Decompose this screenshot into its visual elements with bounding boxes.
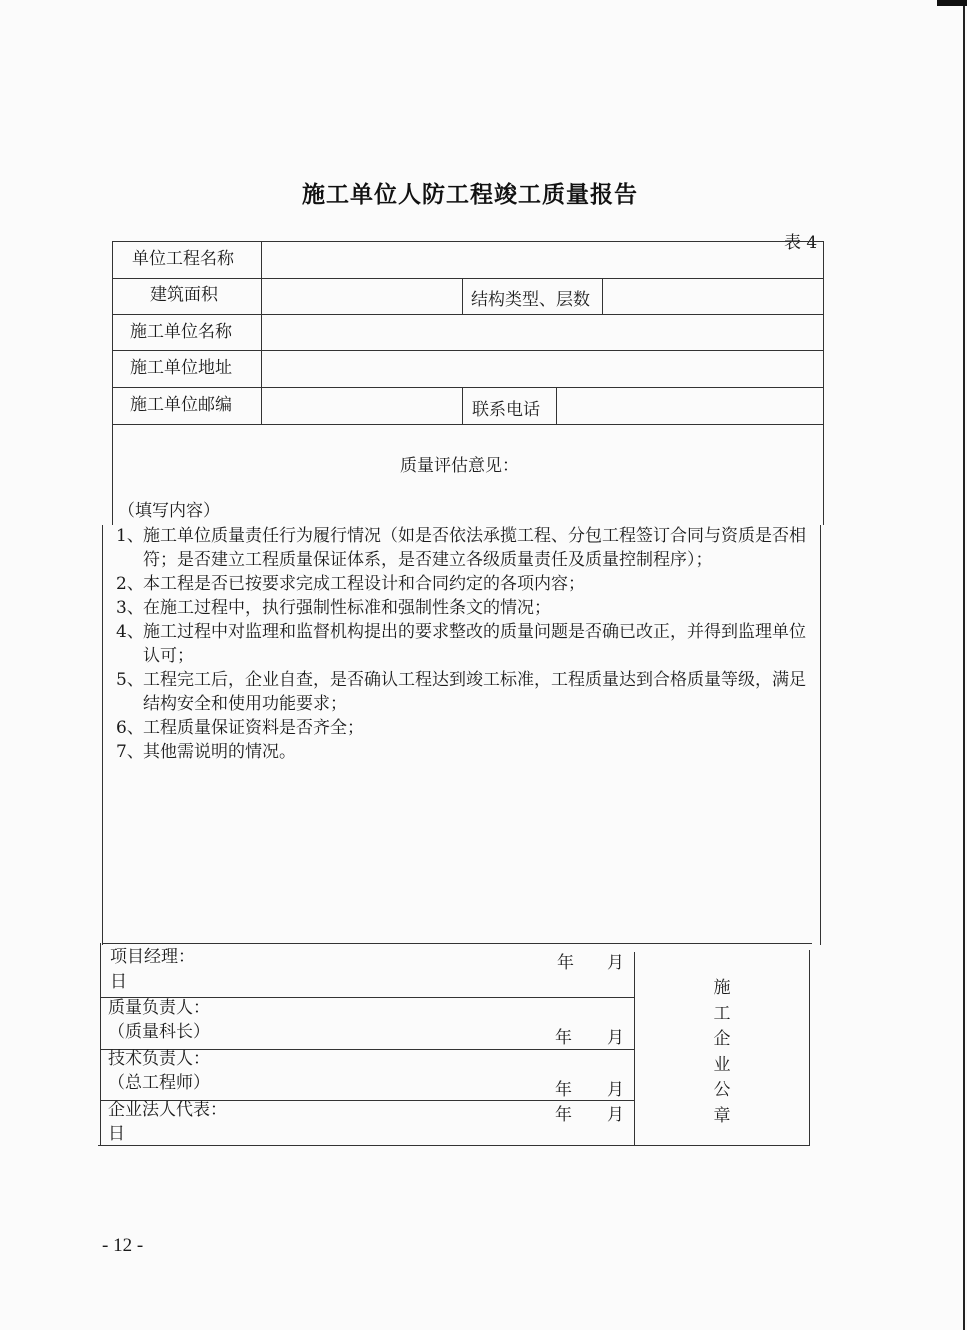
contractor-name-label: 施工单位名称 (130, 322, 232, 342)
scan-edge (963, 6, 965, 1330)
legal-rep-label: 企业法人代表： (108, 1100, 227, 1120)
item-number: 7、 (116, 742, 144, 762)
assessment-item (116, 572, 816, 596)
item-number: 5、 (116, 670, 144, 690)
col-divider (602, 278, 603, 314)
contractor-address-field[interactable] (270, 358, 815, 380)
project-manager-month: 月 (607, 953, 624, 973)
contractor-name-field[interactable] (270, 322, 815, 344)
legal-rep-month: 月 (607, 1105, 624, 1125)
seal-char: 章 (713, 1105, 731, 1126)
technical-lead-month: 月 (607, 1080, 624, 1100)
signature-table-left (100, 943, 101, 1145)
structure-label: 结构类型、层数 (471, 290, 590, 310)
col-divider (462, 387, 463, 425)
item-text: 施工过程中对监理和监督机构提出的要求整改的质量问题是否确已改正，并得到监理单位认可； (143, 622, 806, 666)
section-border-right (820, 525, 821, 945)
assessment-item (116, 596, 816, 620)
seal-char: 施 (713, 978, 731, 998)
signature-table-right (809, 950, 810, 1146)
row-divider (112, 350, 824, 351)
project-manager-day-label: 日 (110, 972, 127, 992)
row-divider (112, 278, 824, 279)
item-number: 2、 (116, 574, 144, 594)
page-title: 施工单位人防工程竣工质量报告 (302, 182, 638, 208)
section-border-left (112, 425, 113, 525)
item-text: 其他需说明的情况。 (143, 742, 296, 762)
technical-lead-title: （总工程师） (108, 1073, 210, 1093)
table-number: 表 4 (784, 233, 818, 253)
structure-field[interactable] (610, 285, 815, 307)
section-border-right (823, 425, 824, 525)
assessment-item (116, 620, 816, 668)
signature-table-top (102, 943, 812, 944)
col-divider (261, 241, 262, 425)
project-name-field[interactable] (270, 249, 815, 271)
assessment-heading: 质量评估意见： (400, 456, 519, 476)
assessment-item (116, 524, 816, 572)
item-number: 1、 (116, 526, 144, 546)
company-seal-label (712, 976, 732, 1129)
quality-lead-title: （质量科长） (108, 1022, 210, 1042)
item-text: 工程质量保证资料是否齐全； (143, 718, 364, 738)
contractor-address-label: 施工单位地址 (130, 358, 232, 378)
project-name-label: 单位工程名称 (132, 249, 234, 269)
project-manager-year: 年 (557, 953, 574, 973)
seal-column-divider (634, 952, 635, 1146)
legal-rep-year: 年 (555, 1105, 572, 1125)
section-border-left (102, 525, 103, 945)
assessment-item (116, 740, 816, 764)
page-number: - 12 - (102, 1235, 144, 1256)
quality-lead-month: 月 (607, 1028, 624, 1048)
seal-char: 企 (713, 1029, 731, 1049)
assessment-item (116, 716, 816, 740)
building-area-label: 建筑面积 (150, 285, 218, 305)
item-number: 4、 (116, 622, 144, 642)
building-area-field[interactable] (270, 285, 455, 307)
assessment-list (116, 524, 816, 764)
seal-char: 公 (713, 1080, 731, 1100)
signature-table-bottom (98, 1145, 810, 1146)
assessment-fill-hint: （填写内容） (118, 501, 220, 521)
seal-char: 业 (713, 1054, 731, 1075)
postcode-field[interactable] (270, 395, 455, 417)
row-divider (112, 387, 824, 388)
quality-lead-label: 质量负责人： (108, 998, 210, 1018)
technical-lead-label: 技术负责人： (108, 1049, 210, 1069)
item-text: 工程完工后，企业自查，是否确认工程达到竣工标准，工程质量达到合格质量等级，满足结构安全和使用功能要求； (143, 670, 806, 714)
item-text: 在施工过程中，执行强制性标准和强制性条文的情况； (143, 598, 551, 618)
postcode-label: 施工单位邮编 (130, 395, 232, 415)
item-number: 6、 (116, 718, 144, 738)
seal-char: 工 (713, 1003, 731, 1024)
phone-field[interactable] (564, 395, 814, 417)
row-divider (112, 314, 824, 315)
technical-lead-year: 年 (555, 1080, 572, 1100)
col-divider (556, 387, 557, 425)
item-text: 本工程是否已按要求完成工程设计和合同约定的各项内容； (143, 574, 585, 594)
quality-lead-year: 年 (555, 1028, 572, 1048)
assessment-item (116, 668, 816, 716)
item-text: 施工单位质量责任行为履行情况（如是否依法承揽工程、分包工程签订合同与资质是否相符；是否建立工程质量保证体系，是否建立各级质量责任及质量控制程序）； (143, 526, 806, 570)
col-divider (462, 278, 463, 314)
project-manager-label: 项目经理： (110, 947, 195, 967)
phone-label: 联系电话 (472, 400, 540, 420)
legal-rep-day-label: 日 (108, 1124, 125, 1144)
item-number: 3、 (116, 598, 144, 618)
